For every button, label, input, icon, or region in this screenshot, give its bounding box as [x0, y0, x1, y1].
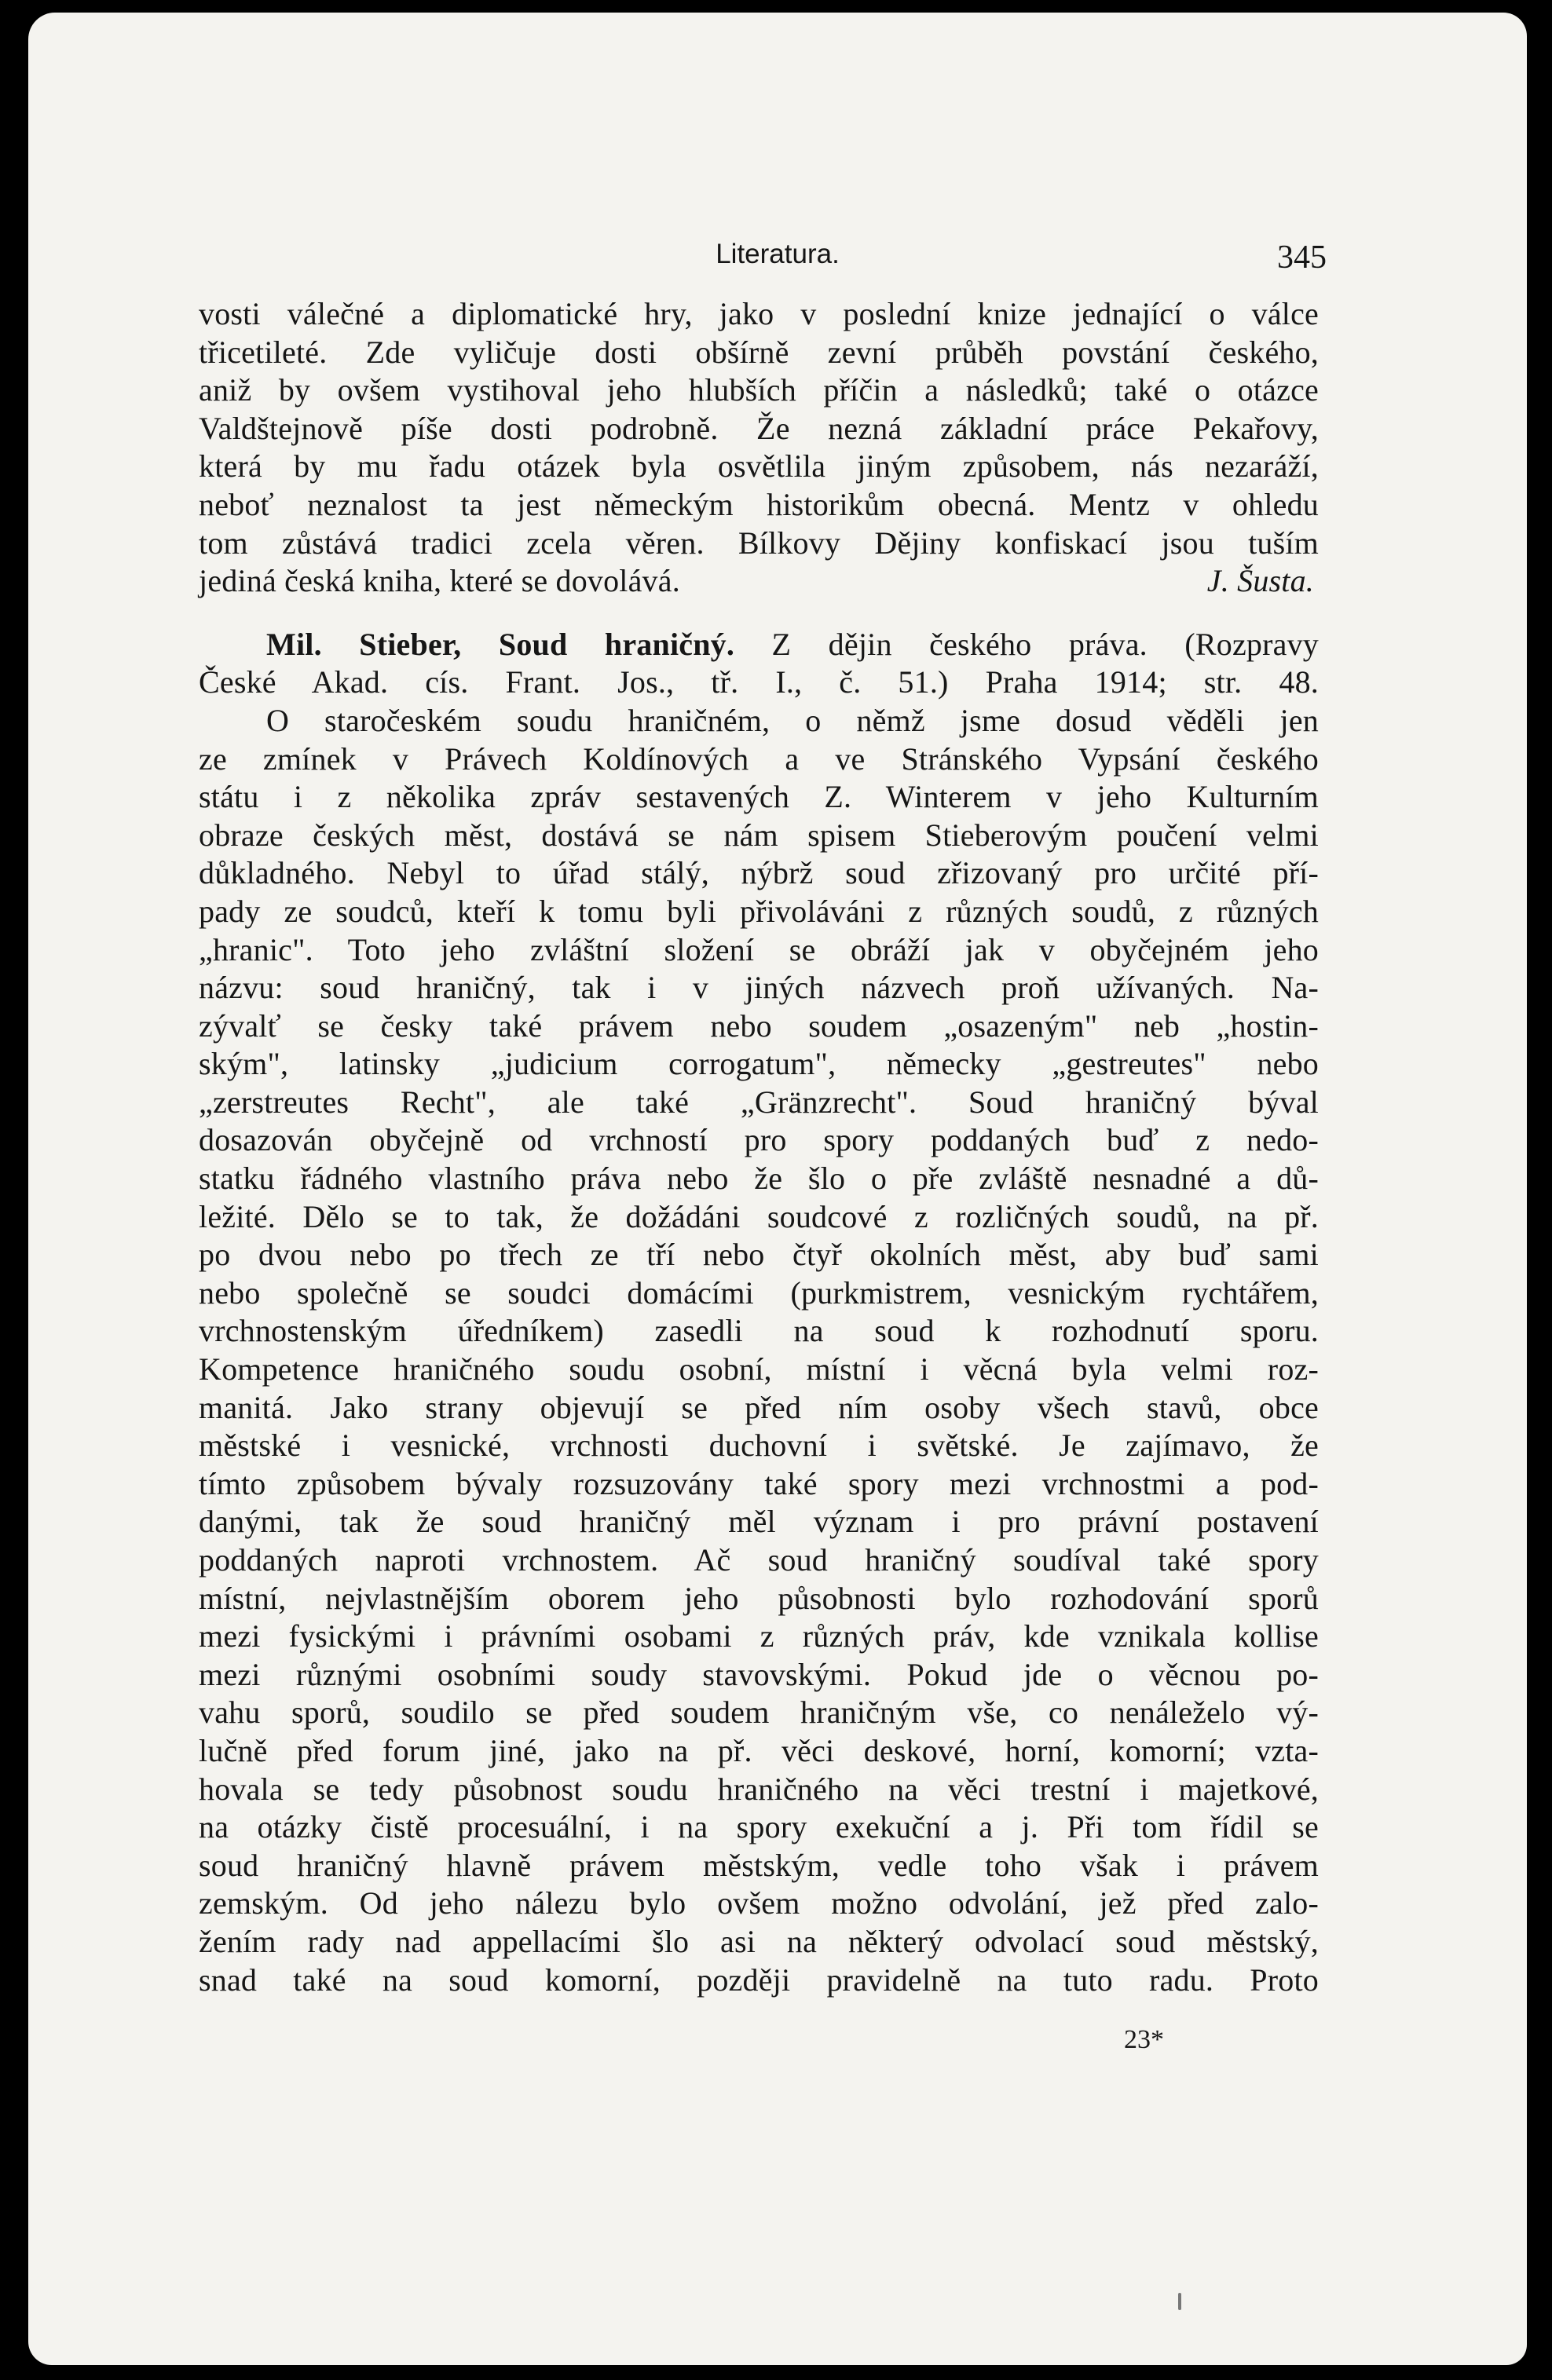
text-line: vrchnostenským úředníkem) zasedli na soud k rozhodnutí sporu.: [199, 1313, 1319, 1349]
reviewer-signature: J. Šusta.: [1206, 563, 1314, 599]
text-line: místní, nejvlastnějším oborem jeho působnosti bylo rozhodování sporů: [199, 1580, 1319, 1616]
text-line: na otázky čistě procesuální, i na spory exekuční a j. Při tom řídil se: [199, 1809, 1319, 1845]
text-line: hovala se tedy působnost soudu hraničného na věci trestní i majetkové,: [199, 1771, 1319, 1807]
text-line: která by mu řadu otázek byla osvětlila jiným způsobem, nás nezaráží,: [199, 448, 1319, 484]
citation-text: Z dějin českého práva. (Rozpravy: [734, 626, 1319, 662]
review-entry: [199, 626, 1319, 1999]
text-line: názvu: soud hraničný, tak i v jiných názvech proň užívaných. Na-: [199, 970, 1319, 1006]
text-line: mezi fysickými i právními osobami z různých práv, kde vznikala kollise: [199, 1618, 1319, 1654]
text-line: ským", latinsky „judicium corrogatum", německy „gestreutes" nebo: [199, 1046, 1319, 1082]
text-line: žením rady nad appellacími šlo asi na některý odvolací soud městský,: [199, 1923, 1319, 1959]
text-line: statku řádného vlastního práva nebo že šlo o pře zvláště nesnadné a dů-: [199, 1161, 1319, 1197]
text-line: státu i z několika zpráv sestavených Z. Winterem v jeho Kulturním: [199, 779, 1319, 815]
text-line: ležité. Dělo se to tak, že dožádáni soudcové z rozličných soudů, na př.: [199, 1198, 1319, 1234]
text-line: Valdštejnově píše dosti podrobně. Že nezná základní práce Pekařovy,: [199, 410, 1319, 446]
citation-line: České Akad. cís. Frant. Jos., tř. I., č. 51.) Praha 1914; str. 48.: [199, 664, 1319, 700]
text-line: po dvou nebo po třech ze tří nebo čtyř okolních měst, aby buď sami: [199, 1237, 1319, 1273]
text-line: manitá. Jako strany objevují se před ním osoby všech stavů, obce: [199, 1389, 1319, 1425]
text-line: soud hraničný hlavně právem městským, vedle toho však i právem: [199, 1847, 1319, 1883]
text-line: důkladného. Nebyl to úřad stálý, nýbrž soud zřizovaný pro určité pří-: [199, 855, 1319, 891]
text-line: tom zůstává tradici zcela věren. Bílkovy Dějiny konfiskací jsou tuším: [199, 525, 1319, 561]
page-number: 345: [1277, 239, 1327, 276]
text-line: zemským. Od jeho nálezu bylo ovšem možno odvolání, jež před zalo-: [199, 1885, 1319, 1921]
text-line: vosti válečné a diplomatické hry, jako v poslední knize jednající o válce: [199, 296, 1319, 331]
text-line: dosazován obyčejně od vrchností pro spory poddaných buď z nedo-: [199, 1122, 1319, 1158]
dust-speck: [1178, 2293, 1181, 2310]
running-head: Literatura.: [716, 239, 840, 269]
citation-line: [199, 626, 1319, 664]
text-line: pady ze soudců, kteří k tomu byli přivoláváni z různých soudů, z různých: [199, 893, 1319, 929]
text-line: lučně před forum jiné, jako na př. věci deskové, horní, komorní; vzta-: [199, 1732, 1319, 1768]
text-line: jediná česká kniha, které se dovolává.: [199, 563, 680, 599]
text-line: O staročeském soudu hraničném, o němž jsme dosud věděli jen: [266, 702, 1319, 738]
text-line: aniž by ovšem vystihoval jeho hlubších příčin a následků; také o otázce: [199, 372, 1319, 408]
text-line: „hranic". Toto jeho zvláštní složení se obráží jak v obyčejném jeho: [199, 931, 1319, 967]
text-line: neboť neznalost ta jest německým historikům obecná. Mentz v ohledu: [199, 486, 1319, 522]
page-header: [28, 239, 1527, 278]
text-line: ze zmínek v Právech Koldínových a ve Stránského Vypsání českého: [199, 740, 1319, 777]
text-line: nebo společně se soudci domácími (purkmistrem, vesnickým rychtářem,: [199, 1274, 1319, 1311]
book-page: [28, 13, 1527, 2365]
signature-mark: 23*: [1124, 2025, 1164, 2054]
text-line: zývalť se česky také právem nebo soudem „osazeným" neb „hostin-: [199, 1007, 1319, 1044]
text-line: třicetileté. Zde vyličuje dosti obšírně zevní průběh povstání českého,: [199, 334, 1319, 370]
text-line: obraze českých měst, dostává se nám spisem Stieberovým poučení velmi: [199, 817, 1319, 853]
text-line: tímto způsobem bývaly rozsuzovány také spory mezi vrchnostmi a pod-: [199, 1465, 1319, 1501]
text-line: Kompetence hraničného soudu osobní, místní i věcná byla velmi roz-: [199, 1351, 1319, 1387]
text-line: městské i vesnické, vrchnosti duchovní i světské. Je zajímavo, že: [199, 1428, 1319, 1464]
text-line-with-signature: [199, 562, 1319, 601]
text-line: mezi různými osobními soudy stavovskými. Pokud jde o věcnou po-: [199, 1656, 1319, 1692]
text-block: [199, 295, 1319, 1999]
review-author-title: Mil. Stieber, Soud hraničný.: [266, 626, 735, 662]
continued-paragraph: [199, 295, 1319, 601]
text-line: vahu sporů, soudilo se před soudem hraničným vše, co nenáleželo vý-: [199, 1695, 1319, 1731]
text-line: poddaných naproti vrchnostem. Ač soud hraničný soudíval také spory: [199, 1542, 1319, 1578]
text-line: danými, tak že soud hraničný měl význam i pro právní postavení: [199, 1504, 1319, 1540]
text-line: „zerstreutes Recht", ale také „Gränzrecht". Soud hraničný býval: [199, 1084, 1319, 1120]
text-line: snad také na soud komorní, později pravidelně na tuto radu. Proto: [199, 1961, 1319, 1998]
